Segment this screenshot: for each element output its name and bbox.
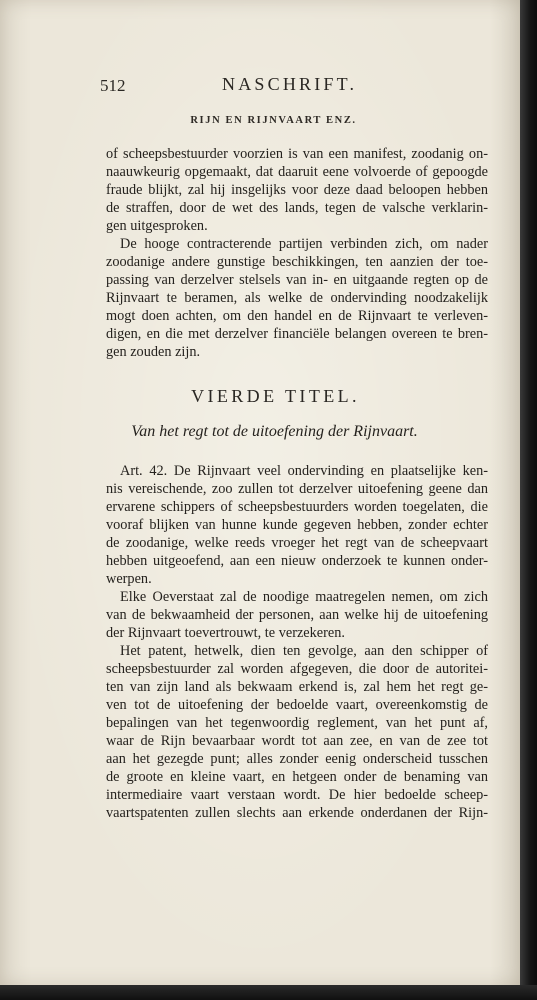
- section-subtitle: Van het regt tot de uitoefening der Rijnvaart.: [131, 423, 418, 440]
- text-line: waar de Rijn bevaarbaar wordt tot aan zee, en van de zee tot: [106, 733, 488, 749]
- text-line: der Rijnvaart toevertrouwt, te verzekeren.: [106, 625, 345, 641]
- text-line: ten van zijn land als bekwaam erkend is, zal hem het regt ge-: [106, 679, 488, 695]
- text-line: zoodanige andere gunstige beschikkingen, ten aanzien der toe-: [106, 254, 488, 270]
- text-line: mogt doen achten, om den handel en de Rijnvaart te verleven-: [106, 308, 488, 324]
- text-line: intermediaire vaart verstaan wordt. De hier bedoelde scheep-: [106, 787, 488, 803]
- text-line: ervarene schippers of scheepsbestuurders worden toegelaten, die: [106, 499, 488, 515]
- section-subhead: RIJN EN RIJNVAART ENZ.: [190, 115, 357, 126]
- text-line: Elke Oeverstaat zal de noodige maatregelen nemen, om zich: [120, 589, 488, 605]
- text-line: fraude blijkt, zal hij insgelijks voor deze daad beloopen hebben: [106, 182, 488, 198]
- text-line: gen uitgesproken.: [106, 218, 208, 234]
- text-line: vooraf blijken van hunne kunde gegeven hebben, zonder echter: [106, 517, 488, 533]
- text-line: bepalingen van het tegenwoordig reglement, van het punt af,: [106, 715, 488, 731]
- section-title: VIERDE TITEL.: [191, 386, 360, 406]
- text-line: de straffen, door de wet des lands, tegen de valsche verklarin-: [106, 200, 488, 216]
- text-line: ven tot de uitoefening der bedoelde vaart, overeenkomstig de: [106, 697, 488, 713]
- text-line: of scheepsbestuurder voorzien is van een manifest, zoodanig on-: [106, 146, 488, 162]
- text-line: vaartspatenten zullen slechts aan erkende onderdanen der Rijn-: [106, 805, 488, 821]
- text-line: werpen.: [106, 571, 152, 587]
- text-line: scheepsbestuurder zal worden afgegeven, die door de autoritei-: [106, 661, 488, 677]
- text-line: Het patent, hetwelk, dien ten gevolge, aan den schipper of: [120, 643, 488, 659]
- text-line: gen zouden zijn.: [106, 344, 201, 360]
- text-line: hebben uitgeoefend, aan een nieuw onderzoek te kunnen onder-: [106, 553, 488, 569]
- text-line: de zoodanige, welke reeds vroeger het regt van de scheepvaart: [106, 535, 488, 551]
- text-line: Rijnvaart te beramen, als welke de ondervinding noodzakelijk: [106, 290, 488, 306]
- text-line: van de bekwaamheid der personen, aan welke hij de uitoefening: [106, 607, 488, 623]
- scan-edge-right: [520, 0, 537, 1000]
- text-line: digen, en die met derzelver financiële belangen overeen te bren-: [106, 326, 488, 342]
- page-number: 512: [100, 76, 126, 95]
- text-line: passing van derzelver stelsels van in- en uitgaande regten op de: [106, 272, 488, 288]
- text-line: Art. 42. De Rijnvaart veel ondervinding en plaatselijke ken-: [120, 463, 488, 479]
- scan-edge-bottom: [0, 985, 537, 1000]
- text-line: naauwkeurig opgemaakt, dat daaruit eene volvoerde of gepoogde: [106, 164, 488, 180]
- running-head: NASCHRIFT.: [222, 74, 358, 94]
- text-line: De hooge contracterende partijen verbinden zich, om nader: [120, 236, 488, 252]
- text-line: aan het gezegde punt; alles zonder eenig onderscheid tusschen: [106, 751, 488, 767]
- text-line: de groote en kleine vaart, en hetgeen onder de benaming van: [106, 769, 488, 785]
- text-line: nis vereischende, zoo zullen tot derzelver uitoefening geene dan: [106, 481, 488, 497]
